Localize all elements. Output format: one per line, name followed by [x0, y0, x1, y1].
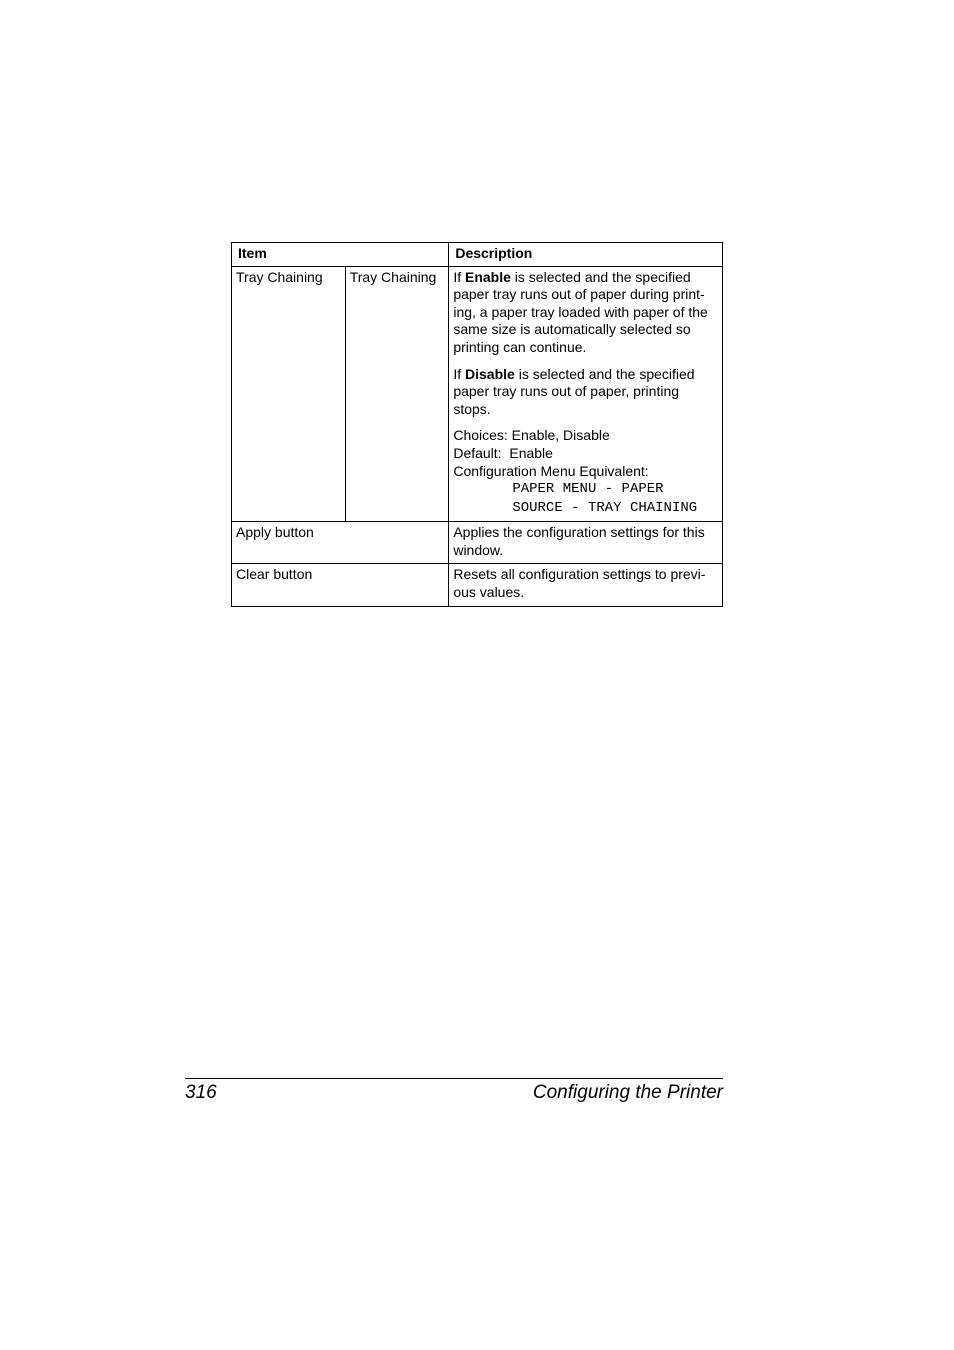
default-line: Default: Enable [453, 444, 553, 461]
footer-divider [185, 1078, 723, 1079]
menu-path-line-1: PAPER MENU - PAPER [512, 481, 664, 498]
row-subitem: Tray Chaining [345, 266, 449, 522]
choices-block [453, 427, 718, 518]
settings-table [231, 242, 723, 607]
disable-paragraph: If Disable is selected and the specified paper tray runs out of paper, printing stops. [453, 365, 695, 417]
page-number: 316 [185, 1082, 217, 1103]
enable-keyword: Enable [465, 268, 511, 285]
table-row [232, 522, 723, 564]
row-description: Resets all configuration settings to previ-ous values. [449, 564, 723, 606]
table-header-row [232, 243, 723, 267]
header-description: Description [449, 243, 723, 267]
choices-line: Choices: Enable, Disable [453, 427, 610, 444]
table-row [232, 266, 723, 522]
row-item: Clear button [232, 564, 449, 606]
row-description: Applies the configuration settings for this window. [449, 522, 723, 564]
table-row [232, 564, 723, 606]
page-footer [185, 1081, 723, 1105]
section-title: Configuring the Printer [532, 1082, 723, 1103]
disable-keyword: Disable [465, 365, 515, 382]
menu-path-line-2: SOURCE - TRAY CHAINING [512, 500, 698, 517]
row-item: Tray Chaining [232, 266, 346, 522]
enable-paragraph: If Enable is selected and the specified paper tray runs out of paper during print-ing, a paper tray loaded with paper of the same size is automatically selected so printing can continue. [453, 268, 708, 355]
row-description [449, 266, 723, 522]
config-menu-label: Configuration Menu Equivalent: [453, 462, 649, 479]
row-item: Apply button [232, 522, 449, 564]
header-item: Item [232, 243, 449, 267]
